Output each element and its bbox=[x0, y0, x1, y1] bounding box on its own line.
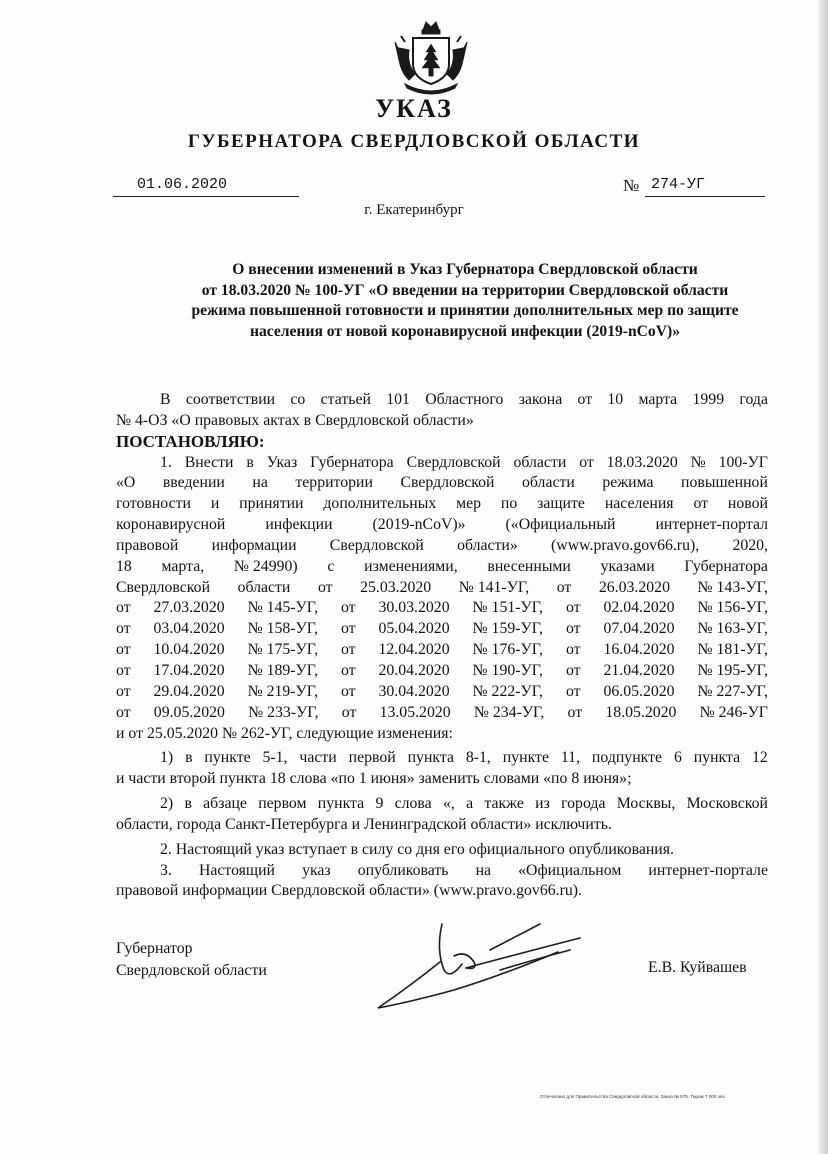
body-word: № 143-УГ, bbox=[697, 578, 768, 596]
body-word: области bbox=[522, 474, 575, 492]
body-word: от bbox=[565, 641, 581, 659]
body-word: повышенной bbox=[681, 474, 768, 492]
body-word: 18.05.2020 bbox=[605, 703, 677, 721]
body-word: № 141-УГ, bbox=[458, 578, 530, 596]
body-line bbox=[116, 682, 768, 703]
body-line: 2. Настоящий указ вступает в силу со дня его официального опубликования. bbox=[160, 840, 674, 858]
body-word: от bbox=[577, 391, 593, 408]
body-word: области bbox=[237, 578, 291, 596]
body-word: 29.04.2020 bbox=[153, 682, 225, 700]
body-word: от bbox=[565, 661, 581, 679]
body-word: Губернатора bbox=[310, 453, 394, 471]
signatory-name: Е.В. Куйвашев bbox=[648, 959, 747, 976]
body-word: 1) bbox=[160, 749, 174, 767]
page-edge-shadow bbox=[818, 0, 828, 1154]
decree-date: 01.06.2020 bbox=[113, 176, 299, 197]
body-word: 06.05.2020 bbox=[603, 682, 675, 700]
body-word: 1999 bbox=[692, 391, 725, 408]
body-line bbox=[116, 515, 768, 536]
body-line bbox=[116, 390, 768, 411]
body-word: пункта bbox=[407, 749, 454, 767]
body-word: «О bbox=[116, 474, 136, 492]
signatory-position-line: Губернатор bbox=[116, 940, 193, 957]
body-word: 20.04.2020 bbox=[378, 661, 450, 679]
body-word: в bbox=[246, 453, 254, 471]
body-word: 03.04.2020 bbox=[153, 620, 225, 638]
document-issuer: ГУБЕРНАТОРА СВЕРДЛОВСКОЙ ОБЛАСТИ bbox=[187, 131, 641, 152]
body-word: № 246-УГ bbox=[699, 703, 768, 721]
document-title: УКАЗ bbox=[375, 94, 453, 123]
body-word: указами bbox=[600, 557, 655, 575]
body-word: от bbox=[567, 703, 583, 721]
signatory-position-line: Свердловской области bbox=[116, 962, 267, 979]
body-line bbox=[116, 578, 768, 599]
body-line bbox=[116, 640, 768, 661]
body-word: статьей bbox=[320, 391, 371, 408]
body-word: от bbox=[565, 682, 581, 700]
body-word: пункта bbox=[317, 795, 365, 813]
body-word: и bbox=[210, 495, 220, 513]
body-word: № 222-УГ, bbox=[472, 682, 543, 700]
body-word: от bbox=[579, 453, 594, 471]
body-word: № 156-УГ, bbox=[697, 599, 768, 617]
body-word: 3. bbox=[160, 861, 172, 879]
body-word: от bbox=[565, 599, 581, 617]
body-word: от bbox=[340, 599, 356, 617]
body-word: на bbox=[475, 861, 492, 879]
body-word: 2020, bbox=[732, 536, 768, 554]
body-word: 12 bbox=[752, 749, 768, 767]
body-word: от bbox=[116, 703, 131, 721]
body-word: № 219-УГ, bbox=[247, 682, 319, 700]
body-word: года bbox=[739, 391, 768, 408]
body-line bbox=[116, 536, 768, 557]
body-word: части bbox=[299, 749, 337, 767]
body-line bbox=[116, 748, 768, 769]
body-word: города bbox=[561, 795, 606, 813]
body-line bbox=[116, 557, 768, 578]
body-word: (www.pravo.gov66.ru), bbox=[551, 536, 700, 554]
decree-word: ПОСТАНОВЛЯЮ: bbox=[116, 431, 265, 451]
body-word: № 163-УГ, bbox=[697, 620, 768, 638]
body-word: № 151-УГ, bbox=[472, 599, 543, 617]
body-word: 21.04.2020 bbox=[603, 661, 675, 679]
body-line: правовой информации Свердловской области» (www.pravo.gov66.ru). bbox=[116, 882, 582, 900]
body-word: от bbox=[116, 661, 131, 679]
body-word: коронавирусной bbox=[116, 516, 226, 534]
body-word: Московской bbox=[686, 795, 768, 813]
body-word: от bbox=[116, 641, 131, 659]
body-word: № 159-УГ, bbox=[472, 620, 543, 638]
body-word: Губернатора bbox=[684, 557, 768, 575]
body-word: от bbox=[556, 578, 572, 596]
body-word: № 189-УГ, bbox=[247, 661, 319, 679]
body-word: а bbox=[466, 795, 474, 813]
body-word: 18 bbox=[116, 557, 132, 575]
body-word: Областного bbox=[425, 391, 504, 408]
body-word: 8-1, bbox=[465, 749, 491, 767]
subject-line: О внесении изменений в Указ Губернатора Свердловской области bbox=[232, 261, 698, 278]
body-word: готовности bbox=[116, 495, 191, 513]
body-word: от bbox=[340, 661, 356, 679]
body-word: интернет-портал bbox=[655, 516, 768, 534]
body-word: № 158-УГ, bbox=[247, 620, 319, 638]
body-word: изменениями, bbox=[364, 557, 458, 575]
body-word: интернет-портале bbox=[648, 861, 768, 879]
body-word: 5-1, bbox=[262, 749, 288, 767]
body-word: мер bbox=[456, 495, 482, 513]
body-word: 25.03.2020 bbox=[360, 578, 432, 596]
body-word: указ bbox=[302, 861, 331, 879]
body-word: населения bbox=[604, 495, 674, 513]
body-word: от bbox=[340, 682, 356, 700]
body-word: № bbox=[690, 453, 706, 471]
body-word: 13.05.2020 bbox=[379, 703, 451, 721]
body-word: № 181-УГ, bbox=[697, 641, 768, 659]
body-word: № 234-УГ, bbox=[473, 703, 545, 721]
body-word: в bbox=[184, 795, 192, 813]
body-word: от bbox=[340, 620, 356, 638]
subject-line: от 18.03.2020 № 100-УГ «О введении на территории Свердловской области bbox=[201, 281, 729, 299]
body-word: пункте bbox=[502, 749, 549, 767]
body-word: закона bbox=[518, 391, 563, 408]
body-line: области, города Санкт-Петербурга и Ленинградской области» исключить. bbox=[116, 815, 612, 833]
body-word: первой bbox=[348, 749, 396, 767]
body-line: и от 25.05.2020 № 262-УГ, следующие изменения: bbox=[116, 724, 453, 742]
body-word: («Официальный bbox=[505, 516, 616, 534]
body-word: с bbox=[327, 557, 335, 575]
body-line bbox=[116, 598, 768, 619]
body-line bbox=[116, 494, 768, 515]
body-word: области bbox=[513, 453, 567, 471]
body-word: 101 bbox=[386, 391, 410, 408]
body-word: 2) bbox=[160, 795, 174, 813]
body-line bbox=[116, 473, 768, 494]
body-line bbox=[116, 619, 768, 640]
body-line bbox=[116, 794, 768, 815]
body-word: пункте bbox=[204, 749, 251, 767]
body-line bbox=[116, 861, 768, 882]
body-word: области» bbox=[457, 536, 518, 554]
handwritten-signature bbox=[370, 910, 600, 1020]
body-word: информации bbox=[211, 536, 297, 554]
coat-of-arms-icon bbox=[393, 18, 469, 100]
body-word: соответствии bbox=[185, 391, 276, 408]
body-word: № 227-УГ, bbox=[697, 682, 768, 700]
body-word: дополнительных bbox=[323, 495, 437, 513]
body-word: Свердловской bbox=[406, 453, 501, 471]
body-word: 18.03.2020 bbox=[606, 453, 678, 471]
body-word: принятии bbox=[239, 495, 304, 513]
body-word: 100-УГ bbox=[718, 453, 768, 471]
decree-subject bbox=[150, 260, 780, 342]
body-word: от bbox=[116, 620, 131, 638]
body-word: 05.04.2020 bbox=[378, 620, 450, 638]
body-word: В bbox=[160, 391, 171, 408]
body-line: и части второй пункта 18 слова «по 1 июня» заменить словами «по 8 июня»; bbox=[116, 770, 632, 788]
body-word: № 176-УГ, bbox=[472, 641, 543, 659]
body-word: по bbox=[500, 495, 518, 513]
body-word: Свердловской bbox=[116, 578, 211, 596]
body-word: 6 bbox=[673, 749, 682, 767]
decree-number: 274-УГ bbox=[645, 176, 765, 197]
body-word: от bbox=[340, 641, 356, 659]
body-word: 07.04.2020 bbox=[603, 620, 675, 638]
body-word: абзаце bbox=[203, 795, 247, 813]
body-word: № 24990) bbox=[233, 557, 298, 575]
body-word: также bbox=[484, 795, 524, 813]
body-word: 02.04.2020 bbox=[603, 599, 675, 617]
body-word: 09.05.2020 bbox=[153, 703, 225, 721]
body-word: от bbox=[565, 620, 581, 638]
body-line: № 4-ОЗ «О правовых актах в Свердловской области» bbox=[116, 411, 474, 429]
body-word: 10.04.2020 bbox=[153, 641, 225, 659]
body-word: правовой bbox=[116, 536, 179, 554]
body-word: территории bbox=[295, 474, 373, 492]
body-line bbox=[116, 661, 768, 682]
body-word: от bbox=[116, 682, 131, 700]
body-word: режима bbox=[602, 474, 654, 492]
body-word: № 233-УГ, bbox=[248, 703, 319, 721]
body-line bbox=[116, 453, 768, 474]
body-word: 10 bbox=[607, 391, 624, 408]
body-word: защите bbox=[537, 495, 585, 513]
body-word: инфекции bbox=[265, 516, 333, 534]
body-word: в bbox=[185, 749, 193, 767]
body-word: от bbox=[693, 495, 709, 513]
body-word: Указ bbox=[266, 453, 298, 471]
body-word: 16.04.2020 bbox=[603, 641, 675, 659]
body-word: 12.04.2020 bbox=[378, 641, 450, 659]
body-word: от bbox=[116, 599, 131, 617]
body-word: на bbox=[252, 474, 268, 492]
body-word: введении bbox=[162, 474, 225, 492]
body-word: № 175-УГ, bbox=[247, 641, 319, 659]
decree-city: г. Екатеринбург bbox=[364, 202, 464, 218]
body-word: опубликовать bbox=[357, 861, 449, 879]
body-word: со bbox=[290, 391, 306, 408]
body-word: «, bbox=[442, 795, 455, 813]
body-word: марта bbox=[638, 391, 678, 408]
body-word: «Официальном bbox=[518, 861, 622, 879]
body-word: № 190-УГ, bbox=[472, 661, 543, 679]
body-word: 26.03.2020 bbox=[598, 578, 670, 596]
body-word: пункта bbox=[693, 749, 741, 767]
body-line bbox=[116, 703, 768, 724]
body-word: Свердловской bbox=[329, 536, 424, 554]
body-word: новой bbox=[727, 495, 768, 513]
body-word: 11, bbox=[560, 749, 581, 767]
body-word: 1. bbox=[160, 453, 172, 471]
body-word: 17.04.2020 bbox=[153, 661, 225, 679]
body-word: Настоящий bbox=[198, 861, 275, 879]
subject-line: населения от новой коронавирусной инфекции (2019-nCoV)» bbox=[249, 322, 680, 340]
body-word: 30.03.2020 bbox=[378, 599, 450, 617]
body-word: Внести bbox=[184, 453, 234, 471]
body-word: 30.04.2020 bbox=[378, 682, 450, 700]
body-word: № 195-УГ, bbox=[697, 661, 768, 679]
body-word: слова bbox=[394, 795, 432, 813]
body-word: № 145-УГ, bbox=[247, 599, 319, 617]
body-word: 27.03.2020 bbox=[153, 599, 225, 617]
subject-line: режима повышенной готовности и принятии дополнительных мер по защите bbox=[191, 302, 739, 319]
decree-body bbox=[116, 390, 768, 902]
decree-number-label: № bbox=[623, 176, 640, 195]
body-word: марта, bbox=[161, 557, 205, 575]
body-word: Свердловской bbox=[400, 474, 495, 492]
body-word: Москвы, bbox=[616, 795, 676, 813]
body-word: первом bbox=[258, 795, 307, 813]
body-word: от bbox=[317, 578, 333, 596]
body-word: от bbox=[341, 703, 357, 721]
body-word: 9 bbox=[375, 795, 384, 813]
body-word: внесенными bbox=[487, 557, 571, 575]
body-word: (2019-nCoV)» bbox=[372, 516, 466, 534]
signatory-position bbox=[116, 938, 267, 982]
body-word: из bbox=[535, 795, 550, 813]
print-footer: Отпечатано для Правительства Свердловской области. Заказ № 575. Тираж 7 000 экз. bbox=[540, 1094, 726, 1099]
body-word: подпункте bbox=[591, 749, 663, 767]
